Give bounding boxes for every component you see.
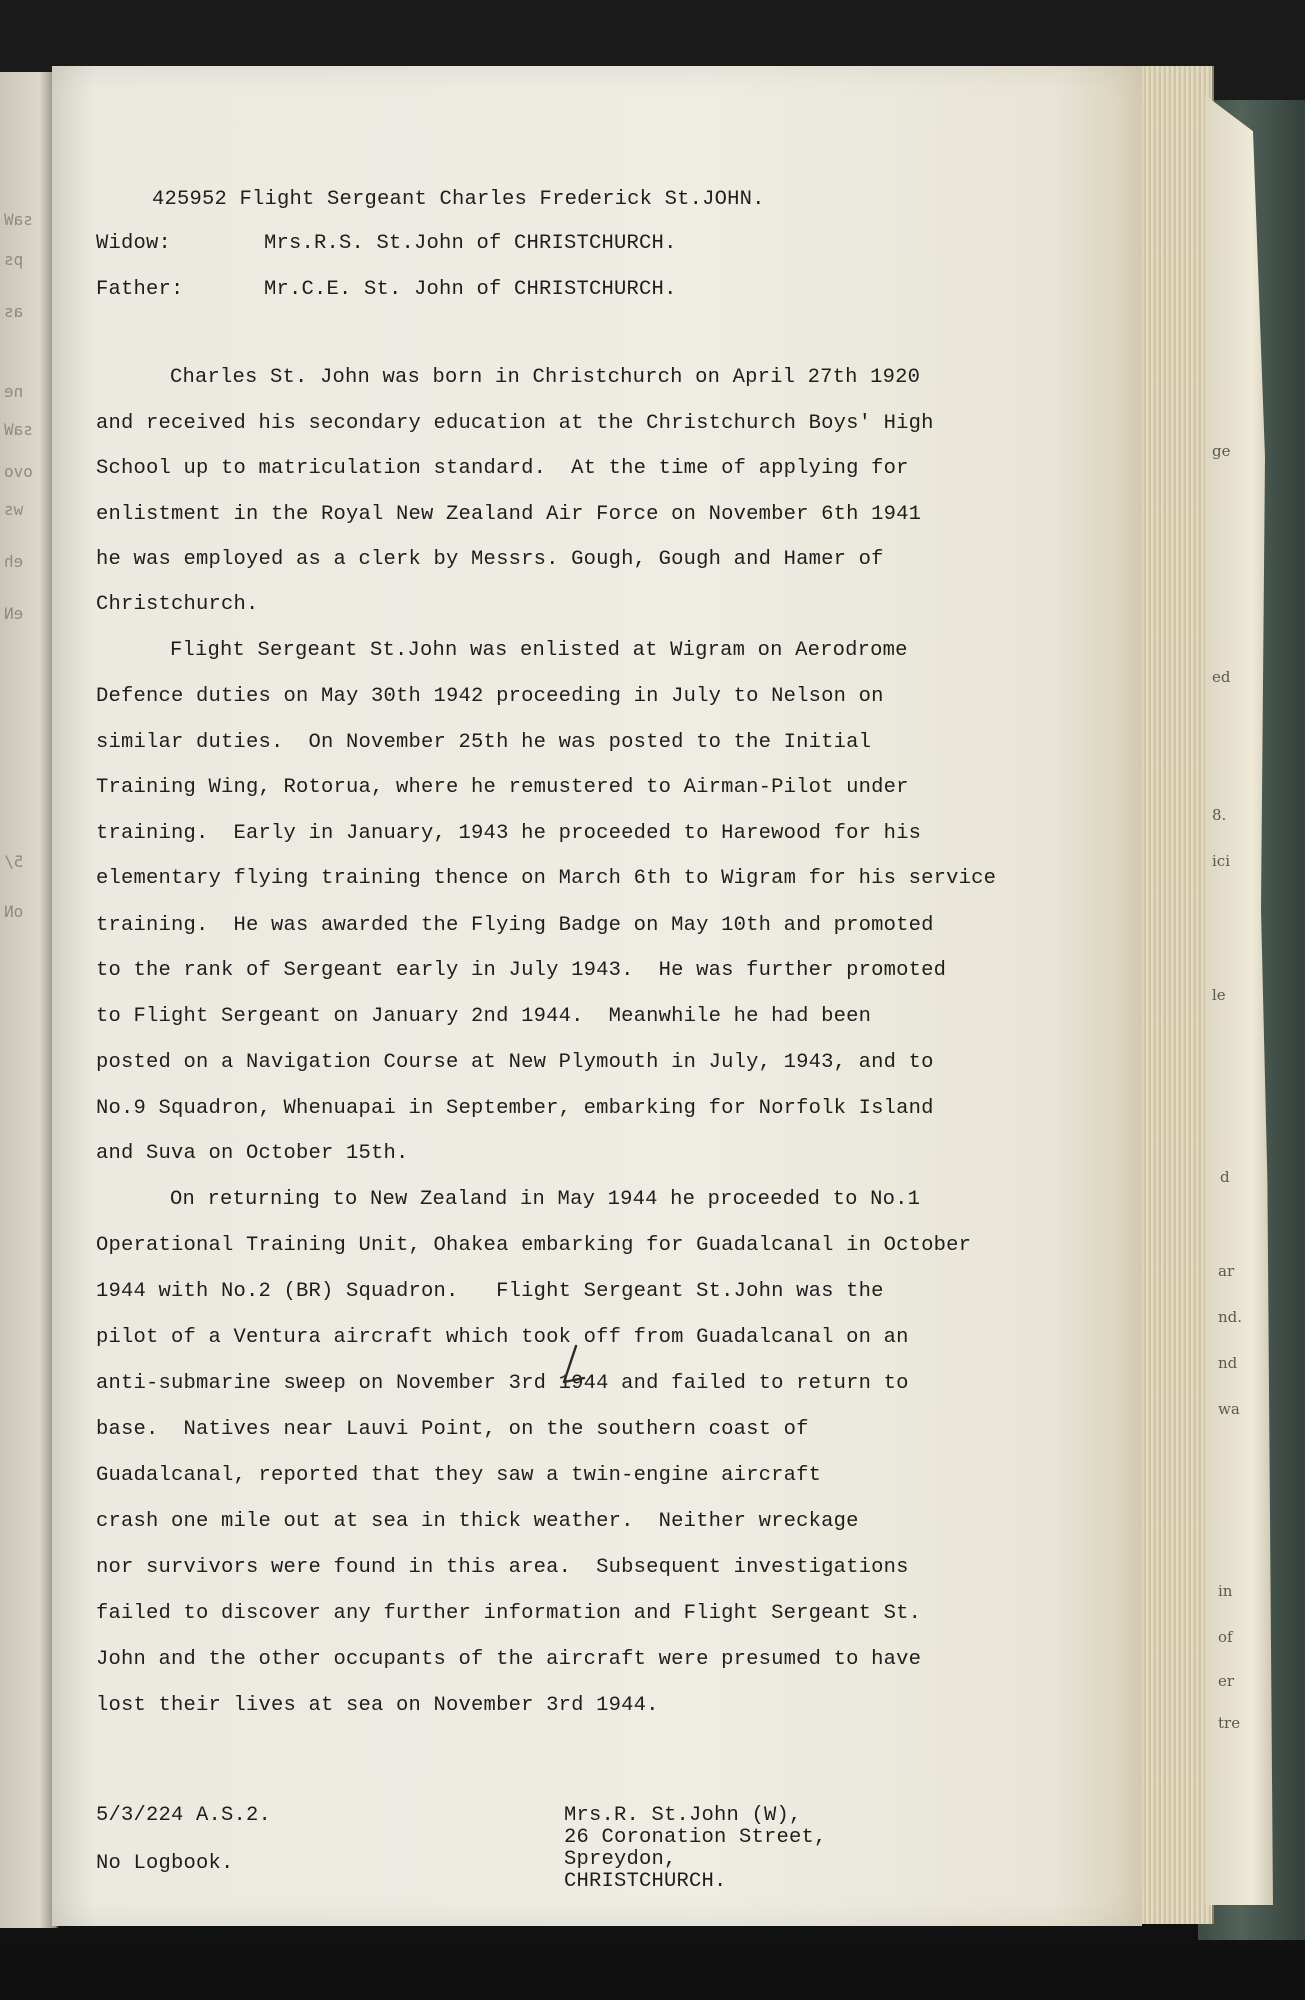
left-page-fragment: eh xyxy=(4,552,24,571)
body-line: training. He was awarded the Flying Badge on May 10th and promoted xyxy=(96,914,934,937)
right-page-fragment: ici xyxy=(1212,852,1230,870)
right-page-fragment: nd xyxy=(1218,1354,1238,1372)
left-page-fragment: as xyxy=(4,302,24,321)
logbook-note: No Logbook. xyxy=(96,1852,234,1875)
left-page-fragment: ne xyxy=(4,382,24,401)
body-line: failed to discover any further information and Flight Sergeant St. xyxy=(96,1602,922,1625)
right-page-fragment: nd. xyxy=(1218,1308,1243,1326)
right-page-fragment: d xyxy=(1220,1168,1230,1186)
body-line: nor survivors were found in this area. Subsequent investigations xyxy=(96,1556,909,1579)
body-line: 1944 with No.2 (BR) Squadron. Flight Sergeant St.John was the xyxy=(96,1280,884,1303)
body-line: Charles St. John was born in Christchurch on April 27th 1920 xyxy=(170,366,921,389)
body-line: and received his secondary education at the Christchurch Boys' High xyxy=(96,412,934,435)
address-line: CHRISTCHURCH. xyxy=(564,1870,727,1893)
left-page-fragment: eN xyxy=(4,604,24,623)
body-line: Christchurch. xyxy=(96,593,259,616)
left-page-fragment: saW xyxy=(4,420,33,439)
right-page-fragment: in xyxy=(1218,1582,1233,1600)
right-page-fragment: wa xyxy=(1218,1400,1240,1418)
address-line: Spreydon, xyxy=(564,1848,677,1871)
right-page-fragment: ar xyxy=(1218,1262,1235,1280)
file-reference: 5/3/224 A.S.2. xyxy=(96,1804,272,1827)
body-line: No.9 Squadron, Whenuapai in September, embarking for Norfolk Island xyxy=(96,1097,934,1120)
body-line: to the rank of Sergeant early in July 1943. He was further promoted xyxy=(96,959,947,982)
widow-label: Widow: xyxy=(96,232,172,255)
body-line: lost their lives at sea on November 3rd 1944. xyxy=(96,1694,659,1717)
document-page xyxy=(52,66,1142,1926)
body-line: On returning to New Zealand in May 1944 he proceeded to No.1 xyxy=(170,1188,921,1211)
body-line: crash one mile out at sea in thick weather. Neither wreckage xyxy=(96,1510,859,1533)
body-line: enlistment in the Royal New Zealand Air Force on November 6th 1941 xyxy=(96,503,922,526)
body-line: and Suva on October 15th. xyxy=(96,1142,409,1165)
body-line: base. Natives near Lauvi Point, on the southern coast of xyxy=(96,1418,809,1441)
left-page-fragment: saW xyxy=(4,210,33,229)
service-number-heading: 425952 Flight Sergeant Charles Frederick St.JOHN. xyxy=(152,188,765,211)
body-line: Defence duties on May 30th 1942 proceeding in July to Nelson on xyxy=(96,685,884,708)
adjacent-left-page xyxy=(0,72,58,1928)
widow-value: Mrs.R.S. St.John of CHRISTCHURCH. xyxy=(264,232,677,255)
body-line: Guadalcanal, reported that they saw a twin-engine aircraft xyxy=(96,1464,822,1487)
left-page-fragment: 5/ xyxy=(4,852,24,871)
right-page-fragment: le xyxy=(1212,986,1226,1004)
right-page-fragment: 8. xyxy=(1212,806,1227,824)
left-page-fragment: ps xyxy=(4,250,24,269)
father-value: Mr.C.E. St. John of CHRISTCHURCH. xyxy=(264,278,677,301)
father-label: Father: xyxy=(96,278,184,301)
right-page-fragment: ed xyxy=(1212,668,1231,686)
left-page-fragment: ovo xyxy=(4,462,33,481)
handwritten-paragraph-mark xyxy=(554,1344,588,1390)
body-line: John and the other occupants of the aircraft were presumed to have xyxy=(96,1648,922,1671)
body-line: posted on a Navigation Course at New Plymouth in July, 1943, and to xyxy=(96,1051,934,1074)
body-line: School up to matriculation standard. At the time of applying for xyxy=(96,457,909,480)
body-line: anti-submarine sweep on November 3rd 1944 and failed to return to xyxy=(96,1372,909,1395)
body-line: he was employed as a clerk by Messrs. Gough, Gough and Hamer of xyxy=(96,548,884,571)
address-line: 26 Coronation Street, xyxy=(564,1826,827,1849)
body-line: training. Early in January, 1943 he proceeded to Harewood for his xyxy=(96,822,922,845)
body-line: to Flight Sergeant on January 2nd 1944. Meanwhile he had been xyxy=(96,1005,872,1028)
body-line: similar duties. On November 25th he was posted to the Initial xyxy=(96,731,872,754)
left-page-fragment: ws xyxy=(4,500,24,519)
body-line: Training Wing, Rotorua, where he remustered to Airman-Pilot under xyxy=(96,776,909,799)
body-line: pilot of a Ventura aircraft which took off from Guadalcanal on an xyxy=(96,1326,909,1349)
right-page-fragment: ge xyxy=(1212,442,1231,460)
body-line: Operational Training Unit, Ohakea embarking for Guadalcanal in October xyxy=(96,1234,972,1257)
body-line: Flight Sergeant St.John was enlisted at Wigram on Aerodrome xyxy=(170,639,908,662)
page-edges xyxy=(1132,66,1214,1924)
right-page-fragment: tre xyxy=(1218,1714,1241,1732)
left-page-fragment: oN xyxy=(4,902,24,921)
right-page-fragment: er xyxy=(1218,1672,1235,1690)
right-page-fragment: of xyxy=(1218,1628,1233,1646)
address-line: Mrs.R. St.John (W), xyxy=(564,1804,802,1827)
body-line: elementary flying training thence on March 6th to Wigram for his service xyxy=(96,867,997,890)
